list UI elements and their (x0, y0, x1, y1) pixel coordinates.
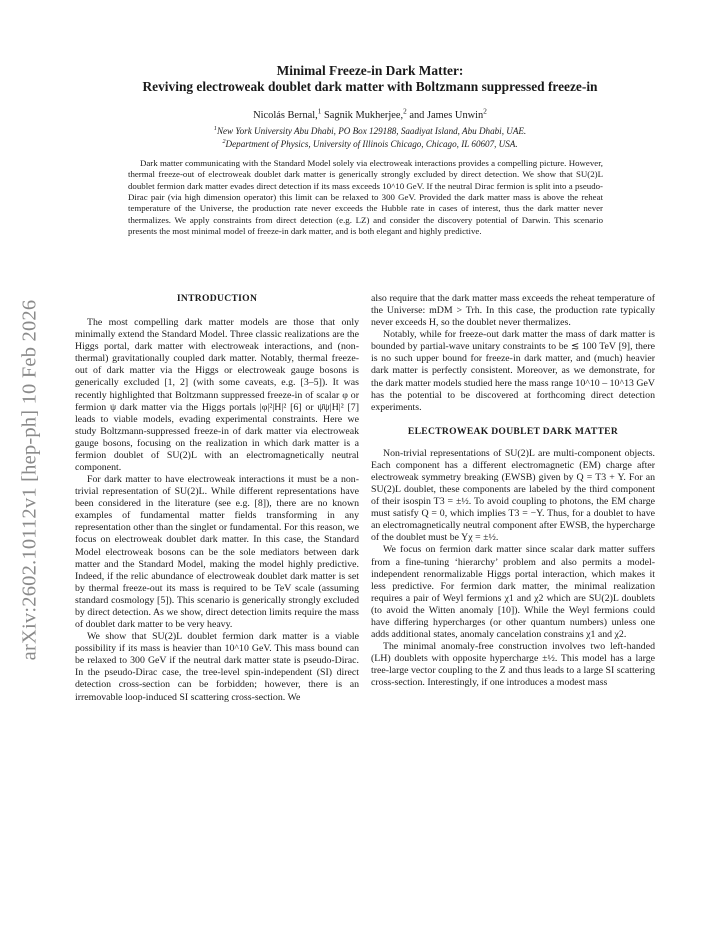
section-heading-introduction: INTRODUCTION (176, 293, 258, 304)
left-column (75, 293, 359, 704)
author-name: Nicolás Bernal, (253, 110, 318, 121)
affiliation-mark: 2 (222, 137, 226, 145)
arxiv-identifier (10, 300, 50, 660)
ew-paragraph-3: The minimal anomaly-free construction involves two left-handed (LH) doublets with opposite hypercharge ±½. This model has a large tree-large vector coupling to the Z and thus leads to a large SI scattering cross-section. Interestingly, if one introduces a modest mass (371, 641, 655, 689)
intro-paragraph-4: also require that the dark matter mass exceeds the reheat temperature of the Universe: mDM > Trh. In this case, the production rate typically never exceeds H, so the doublet never thermalizes. (371, 293, 655, 329)
author-list (70, 107, 670, 121)
affiliation-mark: 1 (213, 124, 217, 132)
author-name: and James Unwin (409, 110, 484, 121)
intro-paragraph-3: We show that SU(2)L doublet fermion dark matter is a viable possibility if its mass is heavier than 10^10 GeV. This mass bound can be relaxed to 300 GeV if the neutral dark matter state is pseudo-Dirac. In the pseudo-Dirac case, the tree-level spin-independent (SI) direct detection cross-section can be forbidden; however, there is an irremovable loop-induced SI scattering cross-section. We (75, 631, 359, 703)
arxiv-identifier-text: arXiv:2602.10112v1 [hep-ph] 10 Feb 2026 (18, 299, 41, 661)
ew-paragraph-2: We focus on fermion dark matter since scalar dark matter suffers from a fine-tuning ‘hierarchy’ problem and also permits a model-independent renormalizable Higgs portal interaction, which makes it less predictive. For fermion dark matter, the minimal realization requires a pair of Weyl fermions χ1 and χ2 which are SU(2)L doublets (to avoid the Witten anomaly [10]). While the Weyl fermions could have differing hypercharges (or other quantum numbers) unless one adds additional states, anomaly cancelation constrains χ1 and χ2. (371, 544, 655, 641)
affiliation-mark: 2 (483, 107, 487, 116)
section-heading-electroweak: ELECTROWEAK DOUBLET DARK MATTER (407, 425, 619, 437)
right-column (371, 293, 655, 689)
intro-paragraph-2: For dark matter to have electroweak interactions it must be a non-trivial representation of SU(2)L. While different representations have been considered in the literature (see e.g. [8]), there are no known examples of fundamental matter fields transforming in any representation other than the singlet or fundamental. For this reason, we focus on electroweak doublet dark matter. In this case, the Standard Model electroweak bosons can be the sole mediators between dark matter and the Standard Model, making the model highly predictive. Indeed, if the relic abundance of electroweak doublet dark matter is set by thermal freeze-out its mass is required to be TeV scale (assuming standard cosmology [5]). This scenario is generically strongly excluded by direct detection. As we show, direct detection limits require the mass of doublet dark matter to be very heavy. (75, 474, 359, 631)
author-name: Sagnik Mukherjee, (324, 110, 404, 121)
affiliation-mark: 1 (317, 107, 322, 116)
affiliation-text: New York University Abu Dhabi, PO Box 129188, Saadiyat Island, Abu Dhabi, UAE. (216, 126, 527, 136)
affiliation-1 (70, 126, 670, 136)
abstract (128, 158, 603, 237)
affiliation-text: Department of Physics, University of Illinois Chicago, Chicago, IL 60607, USA. (225, 139, 518, 149)
affiliation-mark: 2 (403, 107, 407, 116)
intro-paragraph-1: The most compelling dark matter models are those that only minimally extend the Standard Model. Three classic realizations are the Higgs portal, dark matter with electroweak interactions, and (non-thermal) gravitationally coupled dark matter. Notably, thermal freeze-out of dark matter via the Higgs or electroweak gauge bosons is generically excluded [1, 2] (with some caveats, e.g. [3–5]). It was recently highlighted that Boltzmann suppressed freeze-in of scalar φ or fermion ψ dark matter via the Higgs portals |φ|²|H|² [6] or ψ̄ψ|H|² [7] leads to viable models, evading experimental constraints. Here we study Boltzmann-suppressed freeze-in of dark matter via electroweak gauge bosons, focusing on the realization in which dark matter is a fermion doublet of SU(2)L with an electromagnetically neutral component. (75, 317, 359, 474)
intro-paragraph-5: Notably, while for freeze-out dark matter the mass of dark matter is bounded by partial-wave unitary constraints to be ≲ 100 TeV [9], there is no such upper bound for freeze-in dark matter, and (much) heavier dark matter is perfectly consistent. Moreover, as we demonstrate, for the dark matter models studied here the mass range 10^10 – 10^13 GeV has the potential to be discovered at forthcoming direct detection experiments. (371, 329, 655, 413)
ew-paragraph-1: Non-trivial representations of SU(2)L are multi-component objects. Each component has a different electromagnetic (EM) charge after electroweak symmetry breaking (EWSB) given by Q = T3 + Y. For an SU(2)L doublet, these components are labeled by the third component of their isospin T3 = ±½. To avoid coupling to photons, the EM charge must satisfy Q = 0, which implies T3 = −Y. Thus, for a doublet to have an electromagnetically neutral component after EWSB, the hypercharge of the doublet must be Yχ = ±½. (371, 447, 655, 544)
affiliation-2 (70, 139, 670, 149)
abstract-paragraph: Dark matter communicating with the Standard Model solely via electroweak interactions provides a compelling picture. However, thermal freeze-out of electroweak doublet dark matter is generically strongly excluded by direct detection. We show that SU(2)L doublet fermion dark matter evades direct detection if its mass exceeds 10^10 GeV. If the neutral Dirac fermion is split into a pseudo-Dirac pair (via high dimension operator) this limit can be relaxed to 300 GeV. Provided the dark matter mass is above the reheat temperature of the Universe, the production rate never exceeds the Hubble rate in cases of interest, thus the dark matter never thermalizes. We apply constraints from direct detection (e.g. LZ) and consider the discovery potential of Darwin. This scenario presents the most minimal model of freeze-in dark matter, and is both elegant and highly predictive. (128, 158, 603, 237)
paper-title-line-1: Minimal Freeze-in Dark Matter: (276, 63, 464, 78)
paper-title-line-2: Reviving electroweak doublet dark matter with Boltzmann suppressed freeze-in (142, 79, 598, 94)
